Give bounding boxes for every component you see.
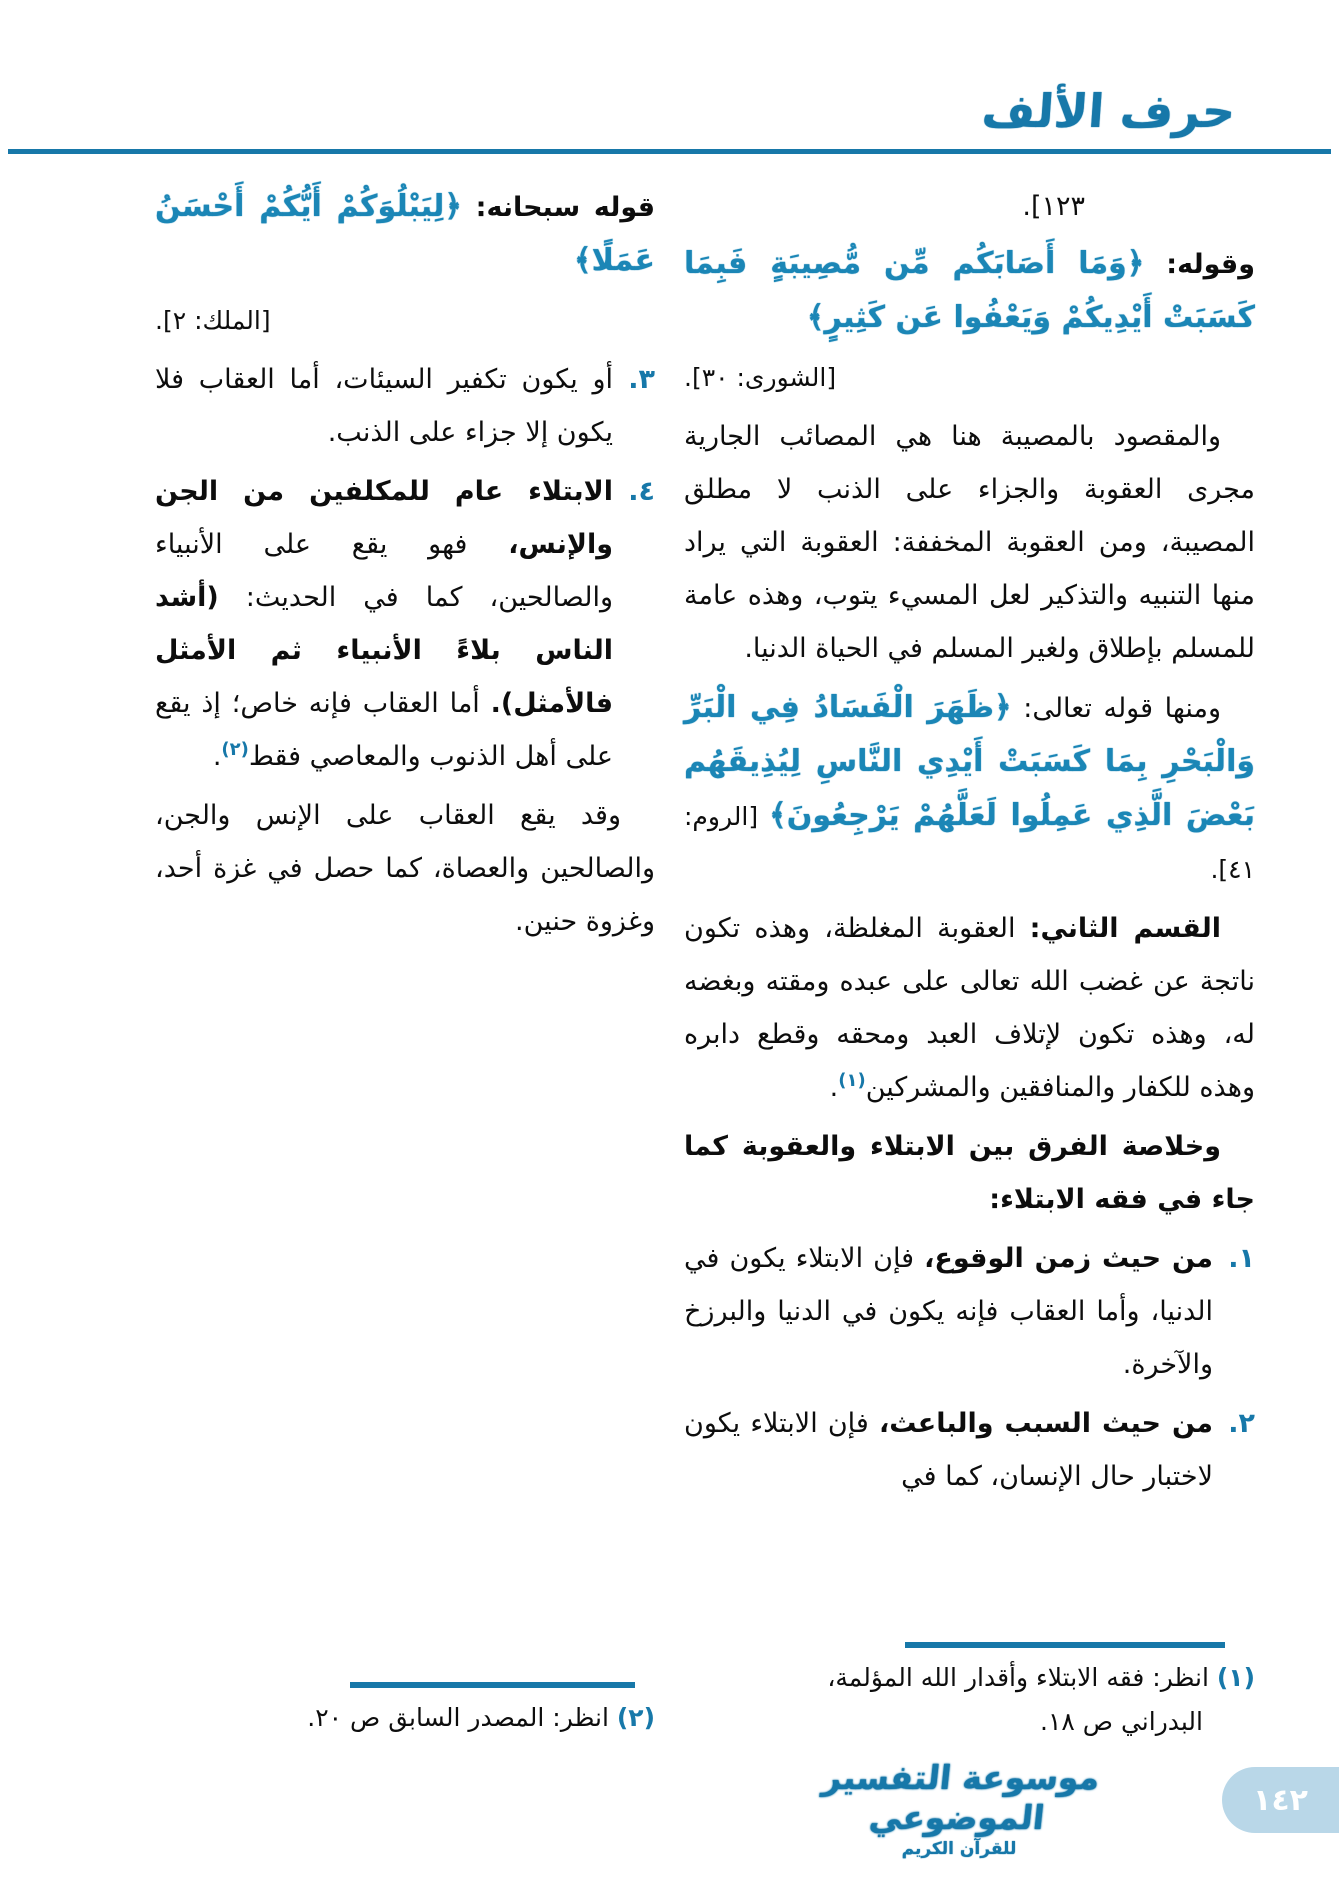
page-number-badge [1222, 1767, 1339, 1833]
list-item-1 [684, 1232, 1255, 1391]
list-item-4-middle: فهو يقع على الأنبياء والصالحين، كما في الحديث: [155, 529, 613, 613]
paragraph-summary-of-difference: وخلاصة الفرق بين الابتلاء والعقوبة كما جاء في فقه الابتلاء: [684, 1131, 1255, 1215]
footnote-1-rule [905, 1642, 1225, 1648]
list-item-2-lead: من حيث السبب والباعث، [878, 1408, 1213, 1439]
footnote-1-text: انظر: فقه الابتلاء وأقدار الله المؤلمة، البدراني ص ١٨. [827, 1663, 1209, 1736]
footnote-1-text-line [775, 1656, 1255, 1744]
hadith-quote: (أشد الناس بلاءً الأنبياء ثم الأمثل فالأمثل). [155, 582, 613, 719]
footnote-2-number: (٢) [616, 1703, 655, 1732]
footnote-2-text-line [155, 1696, 655, 1740]
chapter-title: حرف الألف [979, 84, 1237, 138]
footnote-1-reference-mark: (١) [838, 1070, 866, 1091]
quote1-intro: وقوله: [1144, 249, 1255, 280]
list-item-3 [155, 353, 655, 459]
paragraph-punishment-occurrence: وقد يقع العقاب على الإنس والجن، والصالحين والعصاة، كما حصل في غزة أحد، وغزوة حنين. [155, 800, 655, 937]
footnote-2-text: انظر: المصدر السابق ص ٢٠. [307, 1703, 609, 1732]
list-item-4-end: . [212, 741, 222, 772]
quote3-paragraph [155, 180, 655, 288]
footnote-2-reference-mark: (٢) [221, 739, 249, 760]
list-item-2-body: فإن الابتلاء يكون لاختبار حال الإنسان، كما في [684, 1408, 1213, 1492]
quran-verse-mulk: ﴿لِيَبْلُوَكُمْ أَيُّكُمْ أَحْسَنُ عَمَلًا﴾ [155, 189, 655, 278]
quran-verse-shura: ﴿وَمَا أَصَابَكُم مِّن مُّصِيبَةٍ فَبِمَا كَسَبَتْ أَيْدِيكُمْ وَيَعْفُوا عَن كَثِيرٍ﴾ [684, 246, 1255, 335]
footnote-2-rule [350, 1682, 635, 1688]
paragraph-meaning-of-musibah: والمقصود بالمصيبة هنا هي المصائب الجارية مجرى العقوبة والجزاء على الذنب لا مطلق المصيبة، ومن العقوبة المخففة: العقوبة التي يراد منها التنبيه والتذكير لعل المسيء يتوب، وهذه عامة للمسلم بإطلاق ولغير المسلم في الحياة الدنيا. [684, 421, 1255, 664]
list-item-4-number: ٤. [628, 476, 655, 507]
footnote-2 [155, 1682, 655, 1740]
second-type-body: العقوبة المغلظة، وهذه تكون ناتجة عن غضب الله تعالى على عبده ومقته وبغضه له، وهذه تكون لإتلاف العبد ومحقه وقطع دابره وهذه للكفار والمنافقين والمشركين [684, 913, 1255, 1103]
publisher-logo-title: موسوعة التفسير الموضوعي [820, 1758, 1102, 1837]
footnote-1-number: (١) [1216, 1663, 1255, 1692]
page-number: ١٤٢ [1253, 1782, 1308, 1818]
second-type-end: . [829, 1072, 839, 1103]
prev-verse-ref-tail: ١٢٣]. [1022, 191, 1085, 222]
second-type-lead: القسم الثاني: [1029, 913, 1221, 944]
left-column [155, 180, 655, 954]
list-item-3-text: أو يكون تكفير السيئات، أما العقاب فلا يكون إلا جزاء على الذنب. [155, 364, 613, 448]
list-item-1-number: ١. [1228, 1243, 1255, 1274]
quran-verse-rum: ﴿ظَهَرَ الْفَسَادُ فِي الْبَرِّ وَالْبَحْرِ بِمَا كَسَبَتْ أَيْدِي النَّاسِ لِيُذِيقَهُم بَعْضَ الَّذِي عَمِلُوا لَعَلَّهُمْ يَرْجِعُونَ﴾ [684, 690, 1256, 833]
footnote-1 [775, 1642, 1255, 1744]
quote1-paragraph [684, 237, 1255, 345]
list-item-4-text [155, 465, 613, 783]
verse-ref-mulk: [الملك: ٢]. [155, 306, 271, 335]
list-item-3-number: ٣. [628, 364, 655, 395]
list-item-1-lead: من حيث زمن الوقوع، [924, 1243, 1213, 1274]
publisher-logo [804, 1758, 1114, 1860]
list-item-1-body: فإن الابتلاء يكون في الدنيا، وأما العقاب فإنه يكون في الدنيا والبرزخ والآخرة. [684, 1243, 1213, 1380]
right-column [684, 180, 1255, 1509]
publisher-logo-subtitle: للقرآن الكريم [901, 1839, 1017, 1859]
quote2-intro: ومنها قوله تعالى: [1011, 693, 1221, 724]
list-item-2 [684, 1397, 1255, 1503]
quote2-paragraph [684, 681, 1255, 896]
list-item-2-text [684, 1397, 1213, 1503]
header-rule [8, 149, 1331, 154]
list-item-4-rest: أما العقاب فإنه خاص؛ إذ يقع على أهل الذنوب والمعاصي فقط [155, 688, 613, 772]
list-item-1-text [684, 1232, 1213, 1391]
list-item-2-number: ٢. [1228, 1408, 1255, 1439]
verse-ref-shura: [الشورى: ٣٠]. [684, 363, 837, 392]
paragraph-second-type-punishment [684, 902, 1255, 1114]
list-item-4-lead: الابتلاء عام للمكلفين من الجن والإنس، [155, 476, 613, 560]
list-item-4 [155, 465, 655, 783]
quote3-intro: قوله سبحانه: [461, 192, 656, 223]
verse-ref-rum: [الروم: ٤١]. [684, 802, 1255, 884]
